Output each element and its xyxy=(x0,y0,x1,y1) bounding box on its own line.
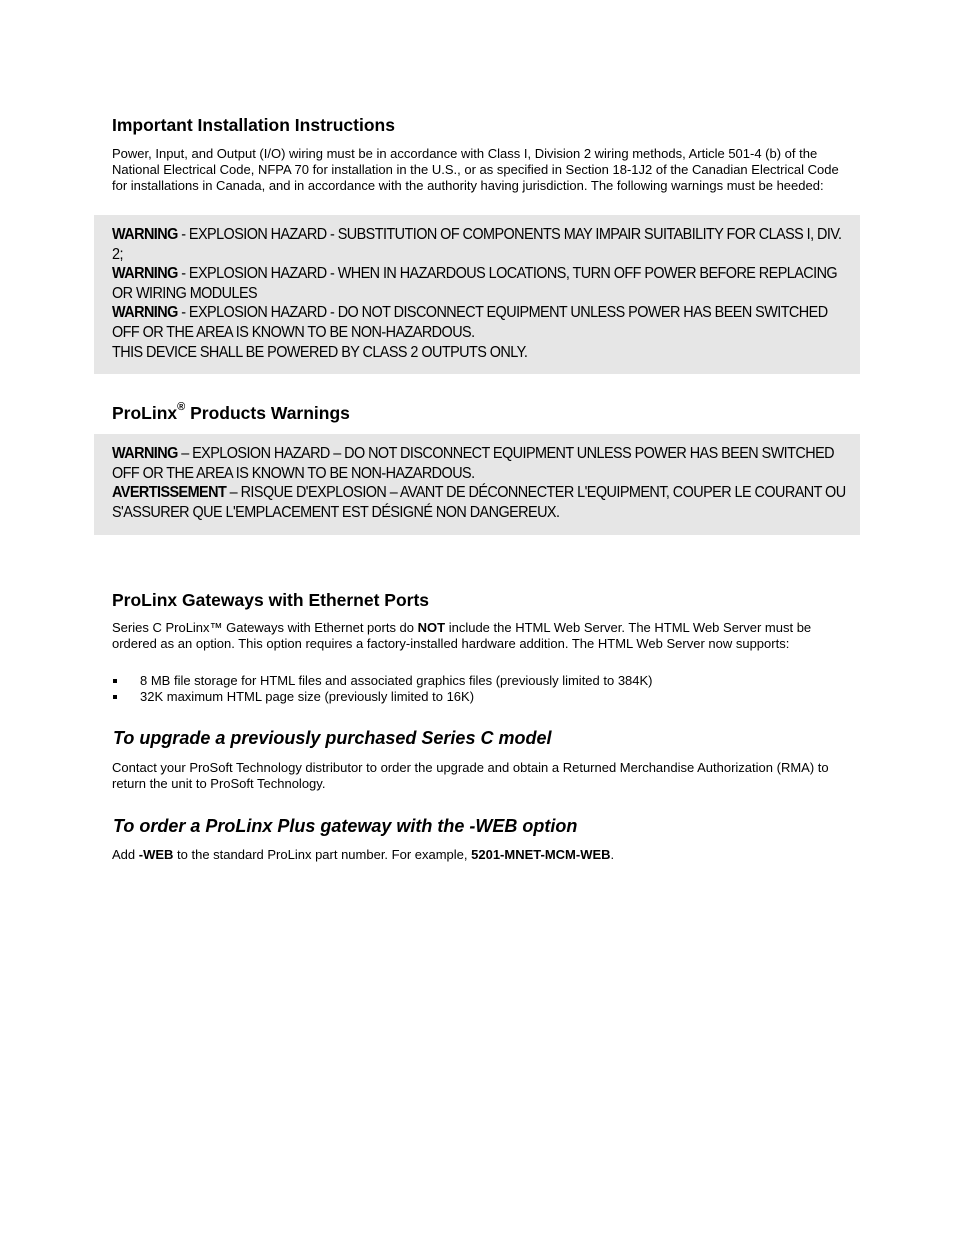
body-text: Add xyxy=(112,847,139,862)
warning-label: WARNING xyxy=(112,304,178,322)
intro-bold-not: NOT xyxy=(417,620,446,635)
heading-rest: Products Warnings xyxy=(185,403,350,423)
warning-text: - EXPLOSION HAZARD - DO NOT DISCONNECT EQUIPMENT UNLESS POWER HAS BEEN SWITCHED OFF OR THE AREA IS KNOWN TO BE NON-HAZARDOUS. xyxy=(112,304,828,341)
installation-warnings-text xyxy=(112,225,847,362)
warning-item xyxy=(112,225,847,264)
warning-text: – EXPLOSION HAZARD – DO NOT DISCONNECT EQUIPMENT UNLESS POWER HAS BEEN SWITCHED OFF OR THE AREA IS KNOWN TO BE NON-HAZARDOUS. xyxy=(112,445,834,482)
body-text: to the standard ProLinx part number. For example, xyxy=(173,847,472,862)
list-item-text: 32K maximum HTML page size (previously limited to 16K) xyxy=(140,689,475,704)
order-web-option-paragraph xyxy=(112,847,848,863)
upgrade-series-c-paragraph: Contact your ProSoft Technology distributor to order the upgrade and obtain a Returned Merchandise Authorization (RMA) to return the unit to ProSoft Technology. xyxy=(112,760,829,791)
web-suffix: -WEB xyxy=(138,847,174,862)
ethernet-gateways-intro xyxy=(112,620,848,652)
warning-item xyxy=(112,444,847,483)
installation-instructions-heading: Important Installation Instructions xyxy=(112,115,395,135)
intro-text: include the HTML Web Server. The HTML Web Server must be ordered as an option. This option requires a factory-installed hardware addition. The HTML Web Server now supports: xyxy=(112,620,812,651)
warning-text: - EXPLOSION HAZARD - SUBSTITUTION OF COMPONENTS MAY IMPAIR SUITABILITY FOR CLASS I, DIV. 2; xyxy=(112,226,842,263)
list-item xyxy=(112,673,653,689)
warning-text: – RISQUE D'EXPLOSION – AVANT DE DÉCONNECTER L'EQUIPMENT, COUPER LE COURANT OU S'ASSURER QUE L'EMPLACEMENT EST DÉSIGNÉ NON DANGEREUX. xyxy=(112,484,846,521)
products-warnings-text xyxy=(112,444,847,522)
warning-item xyxy=(112,303,847,342)
warning-label: WARNING xyxy=(112,445,178,462)
products-warnings-box xyxy=(94,434,860,535)
example-part-number: 5201-MNET-MCM-WEB xyxy=(471,847,611,862)
installation-intro-paragraph: Power, Input, and Output (I/O) wiring must be in accordance with Class I, Division 2 wiring methods, Article 501-4 (b) of the National Electrical Code, NFPA 70 for installation in the U.S., or as specified in Section 18-1J2 of the Canadian Electrical Code for installations in Canada, and in accordance with the authority having jurisdiction. The following warnings must be heeded: xyxy=(112,146,839,193)
web-server-features-list xyxy=(112,673,653,705)
list-item xyxy=(112,689,653,705)
intro-text: Series C ProLinx™ Gateways with Ethernet ports do xyxy=(112,620,418,635)
body-text: . xyxy=(610,847,615,862)
heading-brand: ProLinx xyxy=(112,403,178,423)
products-warnings-heading xyxy=(112,403,350,424)
list-item-text: 8 MB file storage for HTML files and associated graphics files (previously limited to 384K) xyxy=(140,673,653,688)
warning-label: AVERTISSEMENT xyxy=(112,484,227,502)
warning-label: WARNING xyxy=(112,265,178,283)
bullet-square-icon xyxy=(113,695,117,699)
ethernet-gateways-heading: ProLinx Gateways with Ethernet Ports xyxy=(112,590,430,610)
warning-item xyxy=(112,264,847,303)
class2-power-notice: THIS DEVICE SHALL BE POWERED BY CLASS 2 OUTPUTS ONLY. xyxy=(112,343,528,361)
bullet-square-icon xyxy=(113,679,117,683)
order-web-option-heading: To order a ProLinx Plus gateway with the -WEB option xyxy=(113,816,578,836)
installation-warnings-box xyxy=(94,215,860,374)
warning-label: WARNING xyxy=(112,226,178,243)
warning-text: - EXPLOSION HAZARD - WHEN IN HAZARDOUS LOCATIONS, TURN OFF POWER BEFORE REPLACING OR WIRING MODULES xyxy=(112,265,838,302)
warning-item xyxy=(112,483,847,522)
registered-mark: ® xyxy=(177,401,186,413)
upgrade-series-c-heading: To upgrade a previously purchased Series C model xyxy=(113,728,552,748)
